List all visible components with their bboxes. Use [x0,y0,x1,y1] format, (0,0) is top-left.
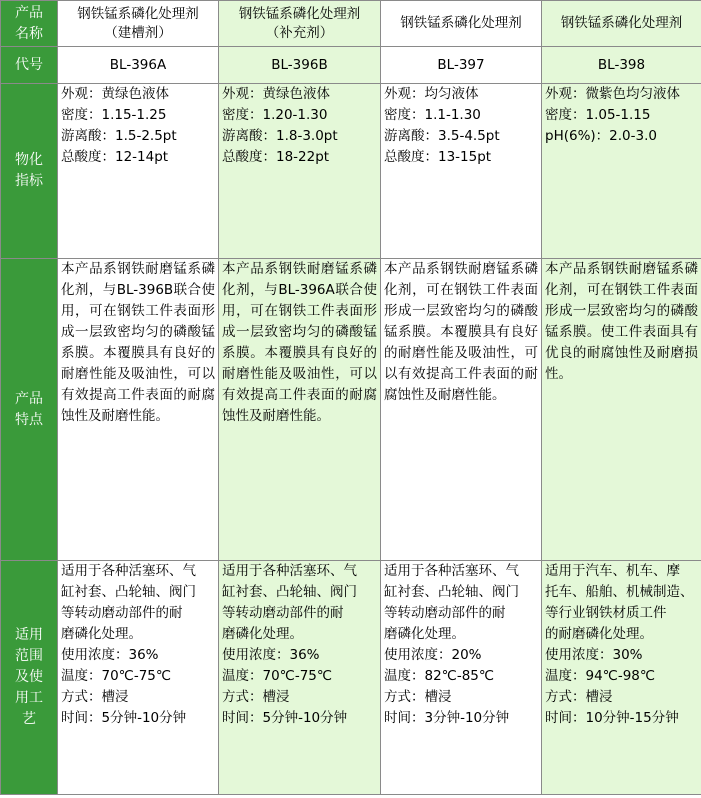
usage-line: 磨磷化处理。 [61,626,142,642]
usage-cell [381,561,542,795]
label-line: 产品 [15,4,43,21]
usage-line: 等转动磨动部件的耐 [222,605,344,621]
usage-line: 温度：70℃-75℃ [61,668,172,684]
physchem-cell [542,84,701,259]
product-code: BL-398 [542,47,701,84]
usage-line: 使用浓度：20% [384,647,482,663]
features-cell: 本产品系钢铁耐磨锰系磷化剂，与BL-396B联合使用，可在钢铁工件表面形成一层致密均匀的磷酸锰系膜。本覆膜具有良好的耐磨性能及吸油性，可以有效提高工件表面的耐腐蚀性及耐磨性能。 [58,259,219,561]
prop-line: 游离酸：1.8-3.0pt [222,128,338,144]
prop-line: 总酸度：18-22pt [222,149,330,165]
physchem-cell [381,84,542,259]
prop-line: 密度：1.20-1.30 [222,107,328,123]
usage-line: 缸衬套、凸轮轴、阀门 [222,584,357,600]
label-line: 特点 [15,411,43,428]
label-code: 代号 [1,47,58,84]
usage-line: 磨磷化处理。 [384,626,465,642]
label-line: 适用 [15,627,43,643]
features-cell: 本产品系钢铁耐磨锰系磷化剂，与BL-396A联合使用，可在钢铁工件表面形成一层致密均匀的磷酸锰系膜。本覆膜具有良好的耐磨性能及吸油性，可以有效提高工件表面的耐腐蚀性及耐磨性能。 [219,259,381,561]
product-code: BL-396A [58,47,219,84]
usage-line: 温度：70℃-75℃ [222,668,333,684]
usage-line: 适用于汽车、机车、摩 [545,563,680,579]
product-name-cell [219,1,381,47]
row-usage [1,561,701,795]
label-line: 范围 [15,648,43,664]
physchem-cell [219,84,381,259]
label-line: 用工 [15,690,43,706]
usage-line: 适用于各种活塞环、气 [222,563,357,579]
prop-line: 外观：黄绿色液体 [61,86,169,102]
row-features [1,259,701,561]
prop-line: 外观：黄绿色液体 [222,86,330,102]
product-name-note: （补充剂） [265,24,334,41]
label-features [1,259,58,561]
features-cell: 本产品系钢铁耐磨锰系磷化剂，可在钢铁工件表面形成一层致密均匀的磷酸锰系膜。使工件表面具有优良的耐腐蚀性及耐磨损性。 [542,259,701,561]
prop-line: 密度：1.05-1.15 [545,107,651,123]
label-line: 名称 [15,25,43,42]
usage-cell [542,561,701,795]
label-line: 指标 [15,173,43,189]
usage-line: 时间：3分钟-10分钟 [384,710,510,726]
prop-line: 外观：均匀液体 [384,86,479,102]
usage-line: 温度：82℃-85℃ [384,668,495,684]
usage-line: 等转动磨动部件的耐 [384,605,506,621]
prop-line: 外观：微紫色均匀液体 [545,86,680,102]
usage-cell [219,561,381,795]
usage-line: 等转动磨动部件的耐 [61,605,183,621]
product-name: 钢铁锰系磷化处理剂 [400,15,522,31]
product-name-cell [381,1,542,47]
usage-line: 方式：槽浸 [384,689,452,705]
usage-line: 托车、船舶、机械制造、 [545,584,694,600]
row-product-name [1,1,701,47]
usage-line: 温度：94℃-98℃ [545,668,656,684]
prop-line: pH(6%)：2.0-3.0 [545,128,657,144]
label-line: 及使 [15,669,43,685]
row-physchem [1,84,701,259]
physchem-cell [58,84,219,259]
usage-line: 缸衬套、凸轮轴、阀门 [61,584,196,600]
usage-line: 的耐磨磷化处理。 [545,626,653,642]
product-code: BL-396B [219,47,381,84]
product-name: 钢铁锰系磷化处理剂 [77,5,199,22]
prop-line: 游离酸：1.5-2.5pt [61,128,177,144]
usage-line: 适用于各种活塞环、气 [384,563,519,579]
product-name-cell [58,1,219,47]
usage-line: 时间：5分钟-10分钟 [222,710,348,726]
usage-line: 方式：槽浸 [222,689,290,705]
row-product-code [1,47,701,84]
usage-line: 时间：10分钟-15分钟 [545,710,679,726]
prop-line: 密度：1.1-1.30 [384,107,481,123]
label-usage [1,561,58,795]
usage-line: 磨磷化处理。 [222,626,303,642]
label-product-name [1,1,58,47]
usage-line: 使用浓度：36% [61,647,159,663]
usage-line: 使用浓度：30% [545,647,643,663]
product-name-note: （建槽剂） [104,24,172,41]
prop-line: 总酸度：12-14pt [61,149,169,165]
usage-line: 时间：5分钟-10分钟 [61,710,187,726]
label-line: 艺 [22,711,36,727]
prop-line: 总酸度：13-15pt [384,149,492,165]
label-line: 物化 [15,152,43,168]
usage-cell [58,561,219,795]
product-code: BL-397 [381,47,542,84]
usage-line: 方式：槽浸 [61,689,129,705]
product-name: 钢铁锰系磷化处理剂 [560,15,683,31]
usage-line: 适用于各种活塞环、气 [61,563,196,579]
label-physchem [1,84,58,259]
usage-line: 等行业钢铁材质工件 [545,605,667,621]
features-cell: 本产品系钢铁耐磨锰系磷化剂，可在钢铁工件表面形成一层致密均匀的磷酸锰系膜。本覆膜具有良好的耐磨性能及吸油性，可以有效提高工件表面的耐腐蚀性及耐磨性能。 [381,259,542,561]
product-name: 钢铁锰系磷化处理剂 [238,5,361,22]
product-name-cell [542,1,701,47]
usage-line: 缸衬套、凸轮轴、阀门 [384,584,519,600]
usage-line: 使用浓度：36% [222,647,320,663]
usage-line: 方式：槽浸 [545,689,613,705]
prop-line: 密度：1.15-1.25 [61,107,167,123]
label-line: 产品 [15,390,43,407]
prop-line: 游离酸：3.5-4.5pt [384,128,500,144]
